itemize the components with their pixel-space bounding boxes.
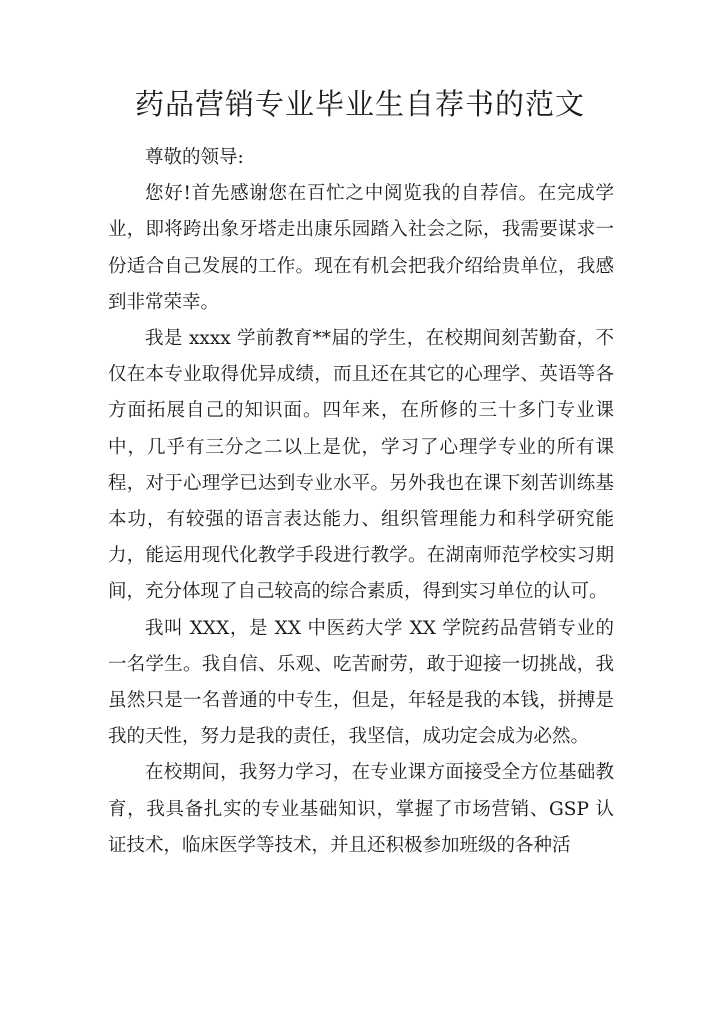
paragraph-introduction: 我叫 XXX，是 XX 中医药大学 XX 学院药品营销专业的一名学生。我自信、乐观、吃苦耐劳，敢于迎接一切挑战，我虽然只是一名普通的中专生，但是，年轻是我的本钱，拼搏是我的天性，努力是我的责任，我坚信，成功定会成为必然。	[108, 617, 614, 748]
document-title: 药品营销专业毕业生自荐书的范文	[134, 87, 585, 121]
salutation: 尊敬的领导:	[145, 147, 244, 168]
document-body	[108, 140, 614, 864]
paragraph-education: 我是 xxxx 学前教育**届的学生，在校期间刻苦勤奋，不仅在本专业取得优异成绩，而且还在其它的心理学、英语等各方面拓展自己的知识面。四年来，在所修的三十多门专业课中，几乎有三分之二以上是优，学习了心理学专业的所有课程，对于心理学已达到专业水平。另外我也在课下刻苦训练基本功，有较强的语言表达能力、组织管理能力和科学研究能力，能运用现代化教学手段进行教学。在湖南师范学校实习期间，充分体现了自己较高的综合素质，得到实习单位的认可。	[108, 328, 614, 603]
paragraph-greeting: 您好!首先感谢您在百忙之中阅览我的自荐信。在完成学业，即将跨出象牙塔走出康乐园踏入社会之际，我需要谋求一份适合自己发展的工作。现在有机会把我介绍给贵单位，我感到非常荣幸。	[108, 183, 614, 313]
paragraph-school-period: 在校期间，我努力学习，在专业课方面接受全方位基础教育，我具备扎实的专业基础知识，掌握了市场营销、GSP 认证技术，临床医学等技术，并且还积极参加班级的各种活	[108, 762, 614, 856]
